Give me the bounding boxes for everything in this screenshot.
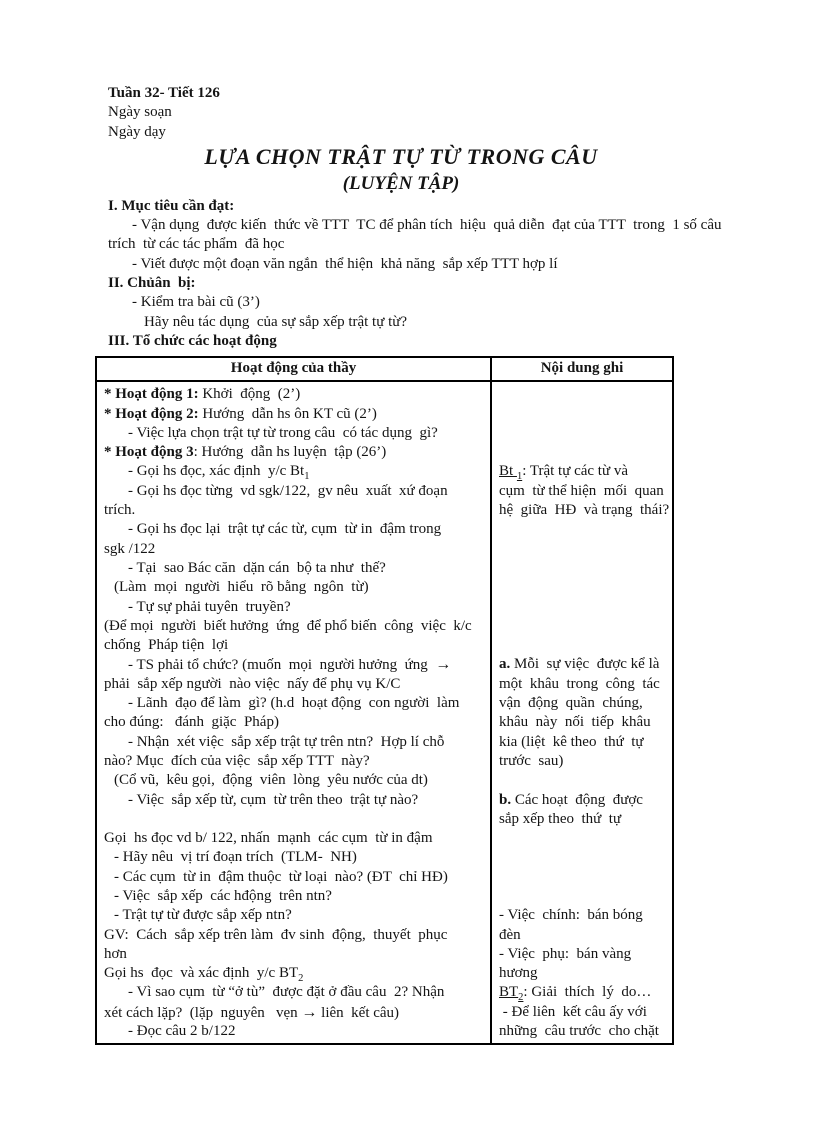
- text-run: - Tại sao Bác căn dặn cán bộ ta như thế?: [128, 559, 386, 576]
- blank-line: [499, 385, 670, 404]
- text-line: [499, 926, 670, 945]
- lesson-title: LỰA CHỌN TRẬT TỰ TỪ TRONG CÂU: [204, 143, 598, 169]
- text-run: - Nhận xét việc sắp xếp trật tự trên ntn? Hợp lí chỗ: [128, 733, 445, 750]
- date-prepared-label: Ngày soạn: [108, 104, 172, 121]
- text-line: [104, 713, 488, 732]
- text-run: - TS phải tổ chức? (muốn mọi người hưởng ứng: [128, 657, 436, 674]
- text-run: Gọi hs đọc và xác định y/c BT: [104, 965, 299, 982]
- blank-line: [499, 405, 670, 424]
- column-header-teacher-activities: Hoạt động của thầy: [97, 358, 492, 380]
- text-line: [499, 694, 670, 713]
- section-heading-i: I. Mục tiêu cần đạt:: [108, 197, 235, 214]
- text-line: [104, 482, 488, 501]
- text-run: (Để mọi người biết hưởng ứng để phổ biến công việc k/c: [104, 617, 472, 634]
- text-line: [499, 1003, 670, 1022]
- text-run: - Để liên kết câu ấy với: [499, 1003, 647, 1020]
- text-line: [104, 443, 488, 462]
- blank-line: [499, 578, 670, 597]
- text-line: [104, 906, 488, 925]
- blank-line: [499, 559, 670, 578]
- blank-line: [499, 829, 670, 848]
- blank-line: [499, 540, 670, 559]
- column-header-notes: Nội dung ghi: [540, 360, 624, 377]
- text-line: [104, 675, 488, 694]
- teacher-activities-column: [97, 382, 492, 1043]
- text-run: - Gọi hs đọc lại trật tự các từ, cụm từ in đậm trong: [128, 521, 442, 538]
- text-line: [499, 482, 670, 501]
- text-run: Hãy nêu tác dụng của sự sắp xếp trật tự từ?: [144, 313, 408, 330]
- text-run: - Trật tự từ được sắp xếp ntn?: [114, 907, 292, 924]
- notes-column: [492, 382, 672, 1043]
- text-line: [499, 713, 670, 732]
- text-run: (Làm mọi người hiểu rõ bằng ngôn từ): [114, 579, 369, 596]
- text-run: - Việc phụ: bán vàng: [499, 945, 632, 962]
- text-run: Mỗi sự việc được kể là: [510, 656, 660, 673]
- text-run: những câu trước cho chặt: [499, 1023, 659, 1040]
- blank-line: [499, 771, 670, 790]
- table-header-row: [97, 358, 672, 382]
- text-line: [104, 848, 488, 867]
- table-body: [97, 382, 672, 1043]
- text-line: [104, 829, 488, 848]
- text-line: [499, 501, 670, 520]
- text-run: - Đọc câu 2 b/122: [128, 1023, 236, 1040]
- blank-line: [499, 443, 670, 462]
- text-line: [104, 617, 488, 636]
- text-run: liên kết câu): [317, 1004, 400, 1021]
- text-run: 1: [516, 471, 523, 482]
- text-line: [499, 675, 670, 694]
- text-run: kia (liệt kê theo thứ tự: [499, 733, 644, 750]
- blank-line: [499, 636, 670, 655]
- text-run: 2: [298, 973, 304, 984]
- text-run: Bt: [499, 463, 517, 480]
- text-line: [104, 559, 488, 578]
- text-run: : Hướng dẫn hs luyện tập (26’): [193, 444, 387, 461]
- week-period-label: Tuần 32- Tiết 126: [108, 85, 220, 101]
- text-line: [104, 868, 488, 887]
- text-line: [104, 926, 488, 945]
- blank-line: [499, 848, 670, 867]
- text-line: [104, 1022, 488, 1041]
- text-line: [499, 462, 670, 481]
- section-activities: [108, 332, 756, 351]
- text-run: cụm từ thể hiện mối quan: [499, 482, 664, 499]
- text-run: - Hãy nêu vị trí đoạn trích (TLM- NH): [114, 849, 357, 866]
- text-run: - Việc sắp xếp các hđộng trên ntn?: [114, 887, 332, 904]
- text-run: - Gọi hs đọc, xác định y/c Bt: [128, 463, 305, 480]
- blank-line: [499, 598, 670, 617]
- text-run: 2: [518, 992, 524, 1003]
- text-run: - Vận dụng được kiến thức về TTT TC để phân tích hiệu quả diễn đạt của TTT trong 1 số câu: [132, 217, 722, 234]
- text-run: Khởi động (2’): [198, 386, 301, 403]
- text-line: [108, 313, 756, 332]
- text-run: hệ giữa HĐ và trạng thái?: [499, 502, 670, 519]
- text-run: * Hoạt động 1:: [104, 386, 199, 403]
- text-run: b.: [499, 791, 512, 808]
- right-arrow-icon: →: [301, 1003, 318, 1021]
- text-line: [499, 791, 670, 810]
- text-run: : Trật tự các từ và: [522, 463, 629, 480]
- section-heading-ii: II. Chủân bị:: [108, 275, 196, 292]
- text-run: đèn: [499, 926, 521, 943]
- text-line: [104, 733, 488, 752]
- section-heading-iii: III. Tổ chức các hoạt động: [108, 332, 277, 349]
- text-line: [104, 540, 488, 559]
- text-line: [499, 810, 670, 829]
- lesson-title-block: [108, 142, 694, 197]
- text-line: [499, 752, 670, 771]
- text-line: [499, 983, 670, 1002]
- text-line: [104, 501, 488, 520]
- text-line: [104, 598, 488, 617]
- text-run: trước sau): [499, 752, 564, 769]
- text-run: - Gọi hs đọc từng vd sgk/122, gv nêu xuất xứ đoạn: [128, 482, 448, 499]
- text-run: nào? Mục đích của việc sắp xếp TTT này?: [104, 752, 370, 769]
- text-line: [104, 578, 488, 597]
- blank-line: [499, 520, 670, 539]
- text-run: phải sắp xếp người nào việc nấy để phụ vụ K/C: [104, 675, 401, 692]
- text-line: [104, 887, 488, 906]
- text-line: [104, 424, 488, 443]
- text-run: Hướng dẫn hs ôn KT cũ (2’): [198, 405, 377, 422]
- text-line: [104, 385, 488, 404]
- text-line: [108, 255, 756, 274]
- text-run: Gọi hs đọc vd b/ 122, nhấn mạnh các cụm từ in đậm: [104, 830, 433, 847]
- text-run: - Tự sự phải tuyên truyền?: [128, 598, 291, 615]
- text-run: - Viết được một đoạn văn ngắn thể hiện khả năng sắp xếp TTT hợp lí: [132, 255, 558, 272]
- text-run: GV: Cách sắp xếp trên làm đv sinh động, thuyết phục: [104, 926, 448, 943]
- text-line: [499, 945, 670, 964]
- text-run: - Lãnh đạo để làm gì? (h.d hoạt động con người làm: [128, 695, 460, 712]
- text-run: vận động quần chúng,: [499, 695, 643, 712]
- section-objectives-lines: [108, 216, 756, 274]
- text-line: [104, 636, 488, 655]
- text-line: [104, 983, 488, 1002]
- text-line: [104, 771, 488, 790]
- text-line: [108, 216, 756, 235]
- right-arrow-icon: →: [435, 656, 452, 674]
- text-run: - Việc sắp xếp từ, cụm từ trên theo trật tự nào?: [128, 791, 419, 808]
- text-run: - Việc lựa chọn trật tự từ trong câu có tác dụng gì?: [128, 424, 438, 441]
- text-line: [104, 791, 488, 810]
- text-run: : Giải thích lý do…: [523, 984, 652, 1001]
- text-line: [499, 733, 670, 752]
- blank-line: [499, 868, 670, 887]
- text-run: * Hoạt động 3: [104, 444, 194, 461]
- text-run: sắp xếp theo thứ tự: [499, 810, 622, 827]
- section-objectives: [108, 197, 756, 274]
- text-run: trích từ các tác phẩm đã học: [108, 236, 285, 253]
- text-run: * Hoạt động 2:: [104, 405, 199, 422]
- text-run: a.: [499, 656, 511, 673]
- text-run: trích.: [104, 502, 136, 519]
- text-line: [104, 462, 488, 481]
- text-run: chống Pháp tiện lợi: [104, 637, 229, 654]
- section-preparation: [108, 274, 756, 332]
- activities-table: [95, 356, 674, 1045]
- text-line: [108, 235, 756, 254]
- text-line: [104, 964, 488, 983]
- text-line: [108, 293, 756, 312]
- text-run: (Cổ vũ, kêu gọi, động viên lòng yêu nước của dt): [114, 772, 428, 789]
- text-line: [499, 906, 670, 925]
- text-run: - Các cụm từ in đậm thuộc từ loại nào? (ĐT chỉ HĐ): [114, 868, 448, 885]
- text-run: sgk /122: [104, 540, 156, 557]
- text-line: [499, 964, 670, 983]
- blank-line: [499, 617, 670, 636]
- text-run: Các hoạt động được: [511, 791, 643, 808]
- lesson-subtitle: (LUYỆN TẬP): [342, 172, 460, 194]
- text-run: - Vì sao cụm từ “ở tù” được đặt ở đầu câu 2? Nhận: [128, 984, 445, 1001]
- text-run: - Việc chính: bán bóng: [499, 907, 643, 924]
- blank-line: [499, 424, 670, 443]
- blank-line: [499, 887, 670, 906]
- text-line: [104, 694, 488, 713]
- text-run: 1: [304, 471, 310, 482]
- text-line: [104, 405, 488, 424]
- text-run: xét cách lặp? (lặp nguyên vẹn: [104, 1004, 302, 1021]
- text-run: khâu này nối tiếp khâu: [499, 714, 651, 731]
- text-line: [104, 1003, 488, 1022]
- page-content: [104, 84, 756, 1045]
- text-run: BT: [499, 984, 519, 1001]
- text-run: cho đúng: đánh giặc Pháp): [104, 714, 279, 731]
- text-run: một khâu trong công tác: [499, 675, 660, 692]
- text-line: [499, 1022, 670, 1041]
- text-run: hơn: [104, 945, 127, 962]
- text-line: [499, 655, 670, 674]
- text-run: hương: [499, 965, 538, 982]
- text-line: [104, 752, 488, 771]
- section-preparation-lines: [108, 293, 756, 332]
- text-line: [104, 945, 488, 964]
- date-taught-label: Ngày dạy: [108, 123, 166, 140]
- text-line: [104, 655, 488, 674]
- text-run: - Kiểm tra bài cũ (3’): [132, 294, 260, 311]
- blank-line: [104, 810, 488, 829]
- text-line: [104, 520, 488, 539]
